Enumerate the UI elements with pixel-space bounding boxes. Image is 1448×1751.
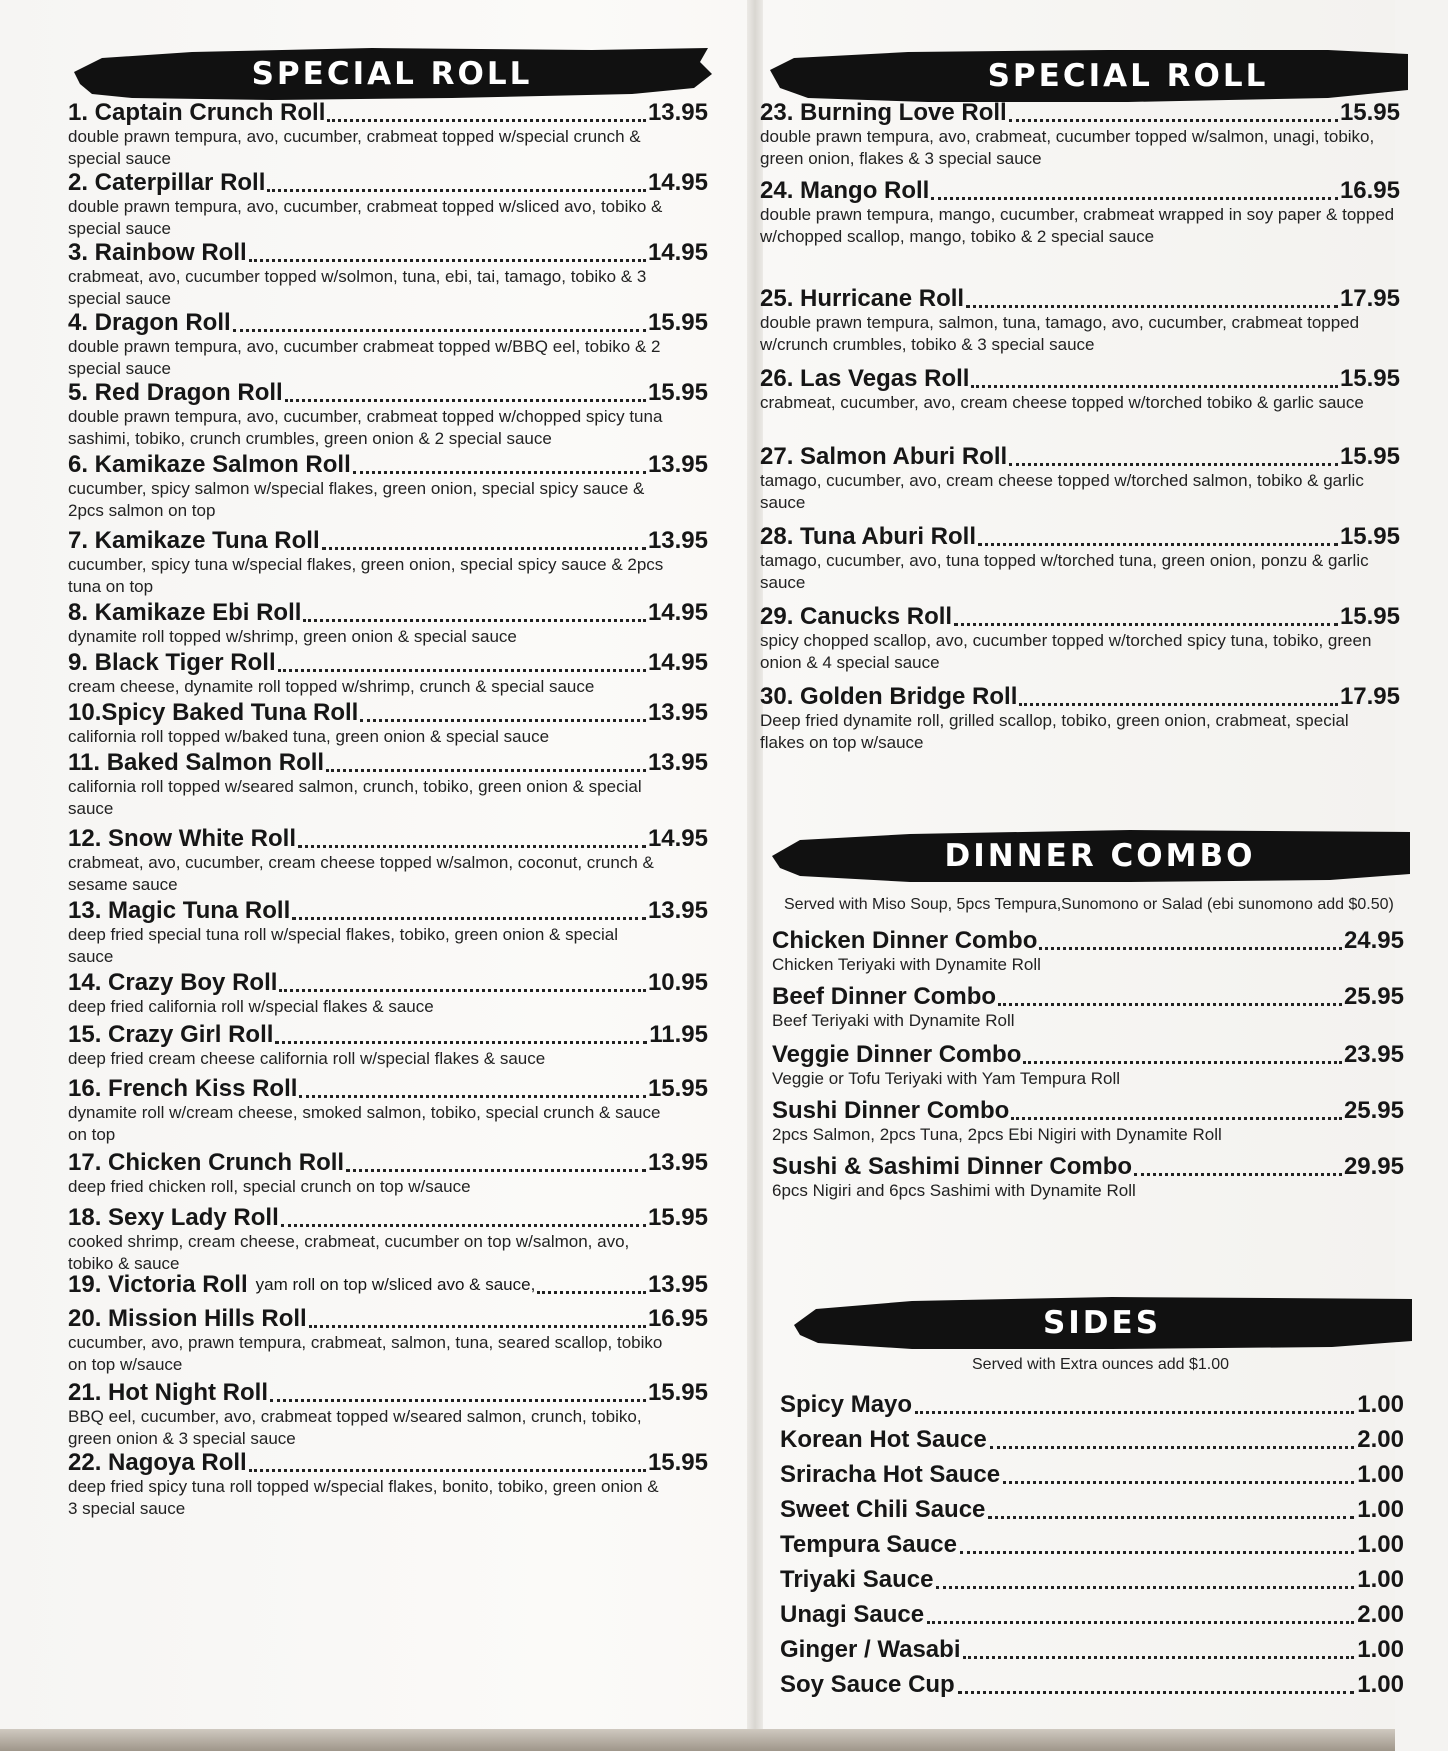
dinner-combo-item — [772, 928, 1404, 976]
item-price: 25.95 — [1343, 983, 1404, 1010]
item-name: Triyaki Sauce — [780, 1566, 934, 1593]
banner-title: DINNER COMBO — [944, 838, 1256, 874]
item-description: crabmeat, avo, cucumber topped w/solmon, tuna, ebi, tai, tamago, tobiko & 3 special sauce — [68, 267, 647, 308]
item-name: 16. French Kiss Roll — [68, 1075, 298, 1102]
item-price: 24.95 — [1343, 927, 1404, 954]
dot-leader — [303, 619, 646, 622]
item-name-line — [68, 700, 708, 726]
item-price: 10.95 — [647, 969, 708, 996]
item-name: 28. Tuna Aburi Roll — [760, 523, 977, 550]
item-description: tamago, cucumber, avo, cream cheese topped w/torched salmon, tobiko & garlic sauce — [760, 471, 1364, 512]
item-name-line — [760, 524, 1400, 550]
item-description: dynamite roll w/cream cheese, smoked salmon, tobiko, special crunch & sauce on top — [68, 1103, 661, 1144]
item-name-line — [760, 366, 1400, 392]
item-name: 9. Black Tiger Roll — [68, 649, 276, 676]
item-name: 4. Dragon Roll — [68, 309, 231, 336]
item-price: 13.95 — [647, 99, 708, 126]
special-roll-item — [760, 684, 1400, 754]
special-roll-item — [68, 650, 708, 698]
special-roll-item — [760, 524, 1400, 594]
item-description: Deep fried dynamite roll, grilled scallop, tobiko, green onion, crabmeat, special flakes on top w/sauce — [760, 711, 1349, 752]
item-description: cucumber, avo, prawn tempura, crabmeat, salmon, tuna, seared scallop, tobiko on top w/sauce — [68, 1333, 663, 1374]
dot-leader — [233, 329, 646, 332]
item-name-line — [780, 1635, 1404, 1665]
dot-leader — [278, 669, 646, 672]
item-name-line — [772, 1154, 1404, 1180]
dinner-combo-item — [772, 1098, 1404, 1146]
item-price: 16.95 — [1339, 177, 1400, 204]
special-roll-item — [68, 970, 708, 1018]
item-name-line — [760, 604, 1400, 630]
side-item — [780, 1460, 1404, 1490]
item-name: 5. Red Dragon Roll — [68, 379, 283, 406]
dot-leader — [1134, 1173, 1342, 1176]
item-price: 23.95 — [1343, 1041, 1404, 1068]
item-name: 15. Crazy Girl Roll — [68, 1021, 274, 1048]
item-price: 15.95 — [1339, 523, 1400, 550]
dot-leader — [267, 189, 646, 192]
item-description: spicy chopped scallop, avo, cucumber topped w/torched spicy tuna, tobiko, green onion & 4 special sauce — [760, 631, 1372, 672]
item-name-line — [760, 178, 1400, 204]
item-price: 13.95 — [647, 699, 708, 726]
special-roll-banner-left — [72, 44, 712, 104]
sides-note: Served with Extra ounces add $1.00 — [972, 1356, 1230, 1373]
special-roll-item — [68, 170, 708, 240]
item-name-line — [68, 100, 708, 126]
special-roll-item — [68, 240, 708, 310]
banner-title: SPECIAL ROLL — [987, 58, 1269, 94]
item-description: deep fried california roll w/special flakes & sauce — [68, 997, 434, 1016]
special-roll-item — [760, 100, 1400, 170]
item-name: 7. Kamikaze Tuna Roll — [68, 527, 320, 554]
item-price: 2.00 — [1357, 1601, 1404, 1628]
dot-leader — [966, 305, 1338, 308]
item-name-line — [68, 1150, 708, 1176]
special-roll-item — [68, 600, 708, 648]
item-name: 21. Hot Night Roll — [68, 1379, 268, 1406]
item-description: double prawn tempura, avo, cucumber, crabmeat topped w/chopped spicy tuna sashimi, tobiko, crunch crumbles, green onion & 2 special sauce — [68, 407, 663, 448]
dinner-combo-item — [772, 984, 1404, 1032]
item-name-line — [760, 286, 1400, 312]
side-item — [780, 1530, 1404, 1560]
item-name-line — [780, 1670, 1404, 1700]
item-price: 13.95 — [647, 1149, 708, 1176]
item-description: deep fried spicy tuna roll topped w/special flakes, bonito, tobiko, green onion & 3 special sauce — [68, 1477, 659, 1518]
item-description: deep fried cream cheese california roll w/special flakes & sauce — [68, 1049, 546, 1068]
item-name: 11. Baked Salmon Roll — [68, 749, 325, 776]
dot-leader — [249, 1469, 646, 1472]
item-price: 15.95 — [647, 1449, 708, 1476]
item-name: Tempura Sauce — [780, 1531, 957, 1558]
special-roll-item — [68, 380, 708, 450]
dot-leader — [960, 1551, 1354, 1554]
item-price: 15.95 — [1339, 443, 1400, 470]
item-name: 25. Hurricane Roll — [760, 285, 965, 312]
dot-leader — [309, 1325, 646, 1328]
special-roll-item — [760, 444, 1400, 514]
dot-leader — [537, 1291, 646, 1294]
item-name-line — [760, 100, 1400, 126]
item-name-line — [772, 928, 1404, 954]
item-price: 17.95 — [1339, 285, 1400, 312]
special-roll-item — [68, 1205, 708, 1275]
special-roll-item — [760, 604, 1400, 674]
dot-leader — [927, 1621, 1354, 1624]
item-price: 13.95 — [647, 527, 708, 554]
item-name: Veggie Dinner Combo — [772, 1041, 1022, 1068]
item-description: double prawn tempura, avo, cucumber crabmeat topped w/BBQ eel, tobiko & 2 special sauce — [68, 337, 661, 378]
item-price: 14.95 — [647, 825, 708, 852]
dot-leader — [990, 1446, 1355, 1449]
item-description: double prawn tempura, avo, crabmeat, cucumber topped w/salmon, unagi, tobiko, green onion, flakes & 3 special sauce — [760, 127, 1375, 168]
special-roll-item — [68, 1450, 708, 1520]
dot-leader — [931, 197, 1338, 200]
item-name: Sushi Dinner Combo — [772, 1097, 1010, 1124]
item-name: 22. Nagoya Roll — [68, 1449, 247, 1476]
dot-leader — [971, 385, 1338, 388]
item-price: 1.00 — [1357, 1461, 1404, 1488]
item-name-line — [68, 380, 708, 406]
item-price: 17.95 — [1339, 683, 1400, 710]
dot-leader — [978, 543, 1338, 546]
item-name: 6. Kamikaze Salmon Roll — [68, 451, 351, 478]
side-item — [780, 1425, 1404, 1455]
special-roll-item — [68, 1022, 708, 1070]
dot-leader — [279, 989, 646, 992]
item-price: 13.95 — [647, 1271, 708, 1298]
item-name-line — [68, 528, 708, 554]
dot-leader — [963, 1656, 1354, 1659]
item-name-line — [68, 750, 708, 776]
dot-leader — [249, 259, 646, 262]
special-roll-item — [68, 100, 708, 170]
item-name-line — [68, 1272, 708, 1298]
item-description: california roll topped w/seared salmon, crunch, tobiko, green onion & special sauce — [68, 777, 642, 818]
item-price: 11.95 — [649, 1021, 708, 1048]
item-price: 13.95 — [647, 897, 708, 924]
item-name-line — [68, 1076, 708, 1102]
dot-leader — [1039, 947, 1342, 950]
item-description: cream cheese, dynamite roll topped w/shrimp, crunch & special sauce — [68, 677, 595, 696]
special-roll-item — [68, 1306, 708, 1376]
item-name-line — [68, 1205, 708, 1231]
dot-leader — [954, 623, 1338, 626]
item-name-line — [780, 1600, 1404, 1630]
item-name: Beef Dinner Combo — [772, 983, 997, 1010]
item-name: 1. Captain Crunch Roll — [68, 99, 326, 126]
special-roll-item — [760, 366, 1400, 414]
special-roll-item — [68, 1076, 708, 1146]
item-price: 13.95 — [647, 451, 708, 478]
item-description: 2pcs Salmon, 2pcs Tuna, 2pcs Ebi Nigiri with Dynamite Roll — [772, 1125, 1222, 1144]
item-name: 29. Canucks Roll — [760, 603, 953, 630]
special-roll-item — [760, 178, 1400, 248]
special-roll-item — [68, 700, 708, 748]
item-name-line — [780, 1495, 1404, 1525]
item-price: 15.95 — [647, 1204, 708, 1231]
item-price: 13.95 — [647, 749, 708, 776]
item-description: Veggie or Tofu Teriyaki with Yam Tempura Roll — [772, 1069, 1121, 1088]
item-description: crabmeat, cucumber, avo, cream cheese topped w/torched tobiko & garlic sauce — [760, 393, 1364, 412]
item-name: 12. Snow White Roll — [68, 825, 297, 852]
item-description: double prawn tempura, avo, cucumber, crabmeat topped w/sliced avo, tobiko & special sauce — [68, 197, 663, 238]
special-roll-item — [68, 528, 708, 598]
dot-leader — [285, 399, 646, 402]
item-name-line — [68, 898, 708, 924]
dinner-combo-note: Served with Miso Soup, 5pcs Tempura,Sunomono or Salad (ebi sunomono add $0.50) — [784, 896, 1394, 913]
special-roll-item — [68, 826, 708, 896]
dinner-combo-item — [772, 1154, 1404, 1202]
item-name: 23. Burning Love Roll — [760, 99, 1007, 126]
item-name: Korean Hot Sauce — [780, 1426, 987, 1453]
item-price: 15.95 — [1339, 603, 1400, 630]
item-price: 1.00 — [1357, 1531, 1404, 1558]
item-description: crabmeat, avo, cucumber, cream cheese topped w/salmon, coconut, crunch & sesame sauce — [68, 853, 654, 894]
dot-leader — [281, 1224, 646, 1227]
special-roll-item — [68, 898, 708, 968]
dot-leader — [988, 1516, 1354, 1519]
item-name-line — [68, 826, 708, 852]
item-price: 14.95 — [647, 599, 708, 626]
item-name-line — [68, 310, 708, 336]
side-item — [780, 1390, 1404, 1420]
item-price: 15.95 — [647, 379, 708, 406]
item-price: 25.95 — [1343, 1097, 1404, 1124]
item-price: 15.95 — [1339, 99, 1400, 126]
special-roll-item — [68, 452, 708, 522]
item-description: dynamite roll topped w/shrimp, green onion & special sauce — [68, 627, 517, 646]
item-name-line — [68, 240, 708, 266]
dot-leader — [936, 1586, 1354, 1589]
dot-leader — [353, 471, 646, 474]
item-name: 27. Salmon Aburi Roll — [760, 443, 1008, 470]
special-roll-item — [68, 310, 708, 380]
item-name-line — [68, 650, 708, 676]
item-name: 18. Sexy Lady Roll — [68, 1204, 279, 1231]
item-name-line — [68, 1380, 708, 1406]
special-roll-item — [68, 1150, 708, 1198]
item-name-line — [772, 1042, 1404, 1068]
dot-leader — [1023, 1061, 1342, 1064]
item-name-line — [68, 1306, 708, 1332]
dot-leader — [958, 1691, 1355, 1694]
item-name: 13. Magic Tuna Roll — [68, 897, 291, 924]
item-description: Chicken Teriyaki with Dynamite Roll — [772, 955, 1041, 974]
dot-leader — [327, 119, 646, 122]
item-inline-description: yam roll on top w/sliced avo & sauce, — [255, 1275, 536, 1294]
item-description: tamago, cucumber, avo, tuna topped w/torched tuna, green onion, ponzu & garlic sauce — [760, 551, 1369, 592]
item-name-line — [780, 1390, 1404, 1420]
item-price: 14.95 — [647, 169, 708, 196]
item-name: Sweet Chili Sauce — [780, 1496, 986, 1523]
item-price: 14.95 — [647, 239, 708, 266]
item-description: double prawn tempura, mango, cucumber, crabmeat wrapped in soy paper & topped w/chopped scallop, mango, tobiko & 2 special sauce — [760, 205, 1395, 246]
item-price: 2.00 — [1357, 1426, 1404, 1453]
right-column — [760, 0, 1404, 1751]
dot-leader — [1011, 1117, 1342, 1120]
special-roll-item — [68, 1380, 708, 1450]
item-description: 6pcs Nigiri and 6pcs Sashimi with Dynamite Roll — [772, 1181, 1136, 1200]
dot-leader — [298, 845, 646, 848]
special-roll-item — [68, 1272, 708, 1298]
item-name: Chicken Dinner Combo — [772, 927, 1038, 954]
side-item — [780, 1635, 1404, 1665]
item-name-line — [68, 970, 708, 996]
dot-leader — [1019, 703, 1338, 706]
item-price: 15.95 — [647, 1075, 708, 1102]
banner-title: SIDES — [1042, 1305, 1162, 1341]
item-description: cooked shrimp, cream cheese, crabmeat, cucumber on top w/salmon, avo, tobiko & sauce — [68, 1232, 630, 1273]
item-name-line — [780, 1460, 1404, 1490]
dot-leader — [292, 917, 646, 920]
item-price: 16.95 — [647, 1305, 708, 1332]
item-name-line — [68, 1022, 708, 1048]
item-name: Sushi & Sashimi Dinner Combo — [772, 1153, 1133, 1180]
special-roll-item — [760, 286, 1400, 356]
item-description: california roll topped w/baked tuna, green onion & special sauce — [68, 727, 550, 746]
item-name: 10.Spicy Baked Tuna Roll — [68, 699, 359, 726]
side-item — [780, 1600, 1404, 1630]
item-price: 1.00 — [1357, 1636, 1404, 1663]
item-name-line — [68, 170, 708, 196]
side-item — [780, 1670, 1404, 1700]
item-name-line — [68, 1450, 708, 1476]
item-description: cucumber, spicy salmon w/special flakes, green onion, special spicy sauce & 2pcs salmon on top — [68, 479, 645, 520]
item-description: deep fried chicken roll, special crunch on top w/sauce — [68, 1177, 471, 1196]
item-name-line — [780, 1425, 1404, 1455]
dot-leader — [270, 1399, 646, 1402]
item-name: 20. Mission Hills Roll — [68, 1305, 307, 1332]
item-name-line — [772, 984, 1404, 1010]
item-description: double prawn tempura, salmon, tuna, tamago, avo, cucumber, crabmeat topped w/crunch crumbles, tobiko & 3 special sauce — [760, 313, 1360, 354]
dot-leader — [915, 1411, 1354, 1414]
item-price: 1.00 — [1357, 1671, 1404, 1698]
dot-leader — [360, 719, 646, 722]
item-name-line — [780, 1530, 1404, 1560]
item-name: 14. Crazy Boy Roll — [68, 969, 278, 996]
item-name: Ginger / Wasabi — [780, 1636, 961, 1663]
dot-leader — [275, 1041, 647, 1044]
item-name-line — [772, 1098, 1404, 1124]
dot-leader — [299, 1095, 646, 1098]
item-name: Soy Sauce Cup — [780, 1671, 955, 1698]
item-name: 30. Golden Bridge Roll — [760, 683, 1018, 710]
dinner-combo-item — [772, 1042, 1404, 1090]
item-price: 15.95 — [1339, 365, 1400, 392]
item-name: 26. Las Vegas Roll — [760, 365, 970, 392]
special-roll-banner-right — [768, 46, 1408, 106]
item-price: 14.95 — [647, 649, 708, 676]
dot-leader — [1009, 463, 1338, 466]
dot-leader — [326, 769, 646, 772]
item-name: 19. Victoria Roll — [68, 1271, 248, 1298]
item-description: double prawn tempura, avo, cucumber, crabmeat topped w/special crunch & special sauce — [68, 127, 641, 168]
banner-title: SPECIAL ROLL — [251, 56, 533, 92]
item-price: 29.95 — [1343, 1153, 1404, 1180]
dot-leader — [998, 1003, 1342, 1006]
item-name: 3. Rainbow Roll — [68, 239, 247, 266]
dinner-combo-banner — [770, 826, 1410, 886]
item-price: 1.00 — [1357, 1496, 1404, 1523]
sides-banner — [792, 1293, 1412, 1353]
item-name-line — [68, 600, 708, 626]
item-price: 15.95 — [647, 1379, 708, 1406]
item-name: 17. Chicken Crunch Roll — [68, 1149, 345, 1176]
dot-leader — [1009, 119, 1338, 122]
item-name: Unagi Sauce — [780, 1601, 925, 1628]
item-name-line — [780, 1565, 1404, 1595]
item-name: 24. Mango Roll — [760, 177, 930, 204]
item-name: Spicy Mayo — [780, 1391, 913, 1418]
item-name: 2. Caterpillar Roll — [68, 169, 266, 196]
dot-leader — [322, 547, 646, 550]
item-name: Sriracha Hot Sauce — [780, 1461, 1001, 1488]
item-name-line — [760, 684, 1400, 710]
item-name-line — [68, 452, 708, 478]
item-description: deep fried special tuna roll w/special flakes, tobiko, green onion & special sauce — [68, 925, 618, 966]
item-name-line — [760, 444, 1400, 470]
side-item — [780, 1565, 1404, 1595]
side-item — [780, 1495, 1404, 1525]
special-roll-item — [68, 750, 708, 820]
item-name: 8. Kamikaze Ebi Roll — [68, 599, 302, 626]
item-description: Beef Teriyaki with Dynamite Roll — [772, 1011, 1015, 1030]
item-description: BBQ eel, cucumber, avo, crabmeat topped w/seared salmon, crunch, tobiko, green onion & 3 special sauce — [68, 1407, 642, 1448]
item-price: 1.00 — [1357, 1391, 1404, 1418]
dot-leader — [1003, 1481, 1354, 1484]
item-price: 15.95 — [647, 309, 708, 336]
dot-leader — [346, 1169, 646, 1172]
item-description: cucumber, spicy tuna w/special flakes, green onion, special spicy sauce & 2pcs tuna on top — [68, 555, 664, 596]
item-price: 1.00 — [1357, 1566, 1404, 1593]
